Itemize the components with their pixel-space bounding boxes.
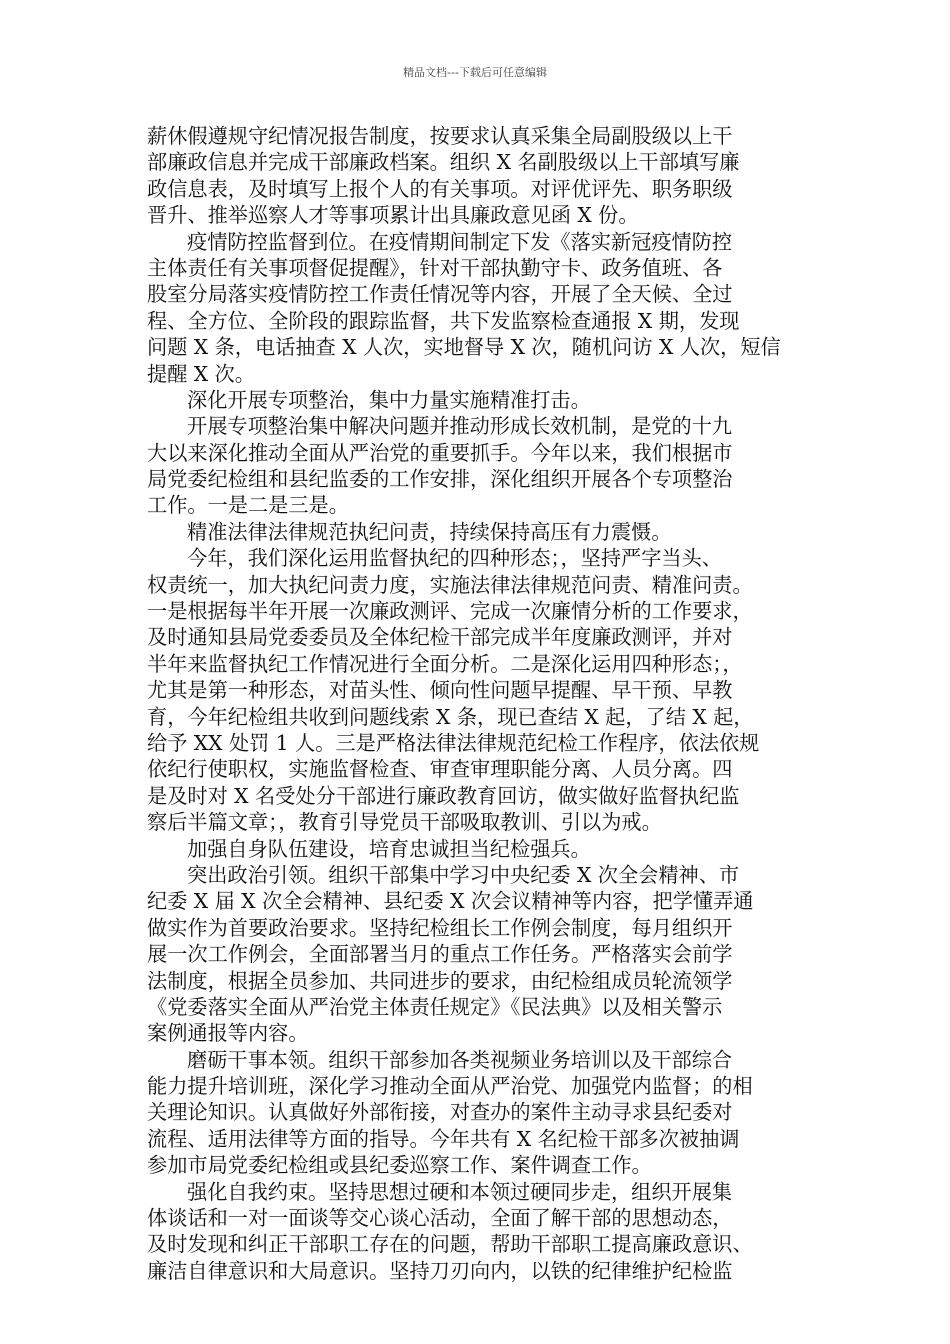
section-heading: 精准法律法律规范执纪问责，持续保持高压有力震慑。 <box>187 519 672 544</box>
text-line: 程、全方位、全阶段的跟踪监督，共下发监察检查通报 X 期，发现 <box>147 308 740 333</box>
text-line: 主体责任有关事项督促提醒》，针对干部执勤守卡、政务值班、各 <box>147 255 723 280</box>
text-line: 体谈话和一对一面谈等交心谈心活动，全面了解干部的思想动态， <box>147 1206 733 1231</box>
text-line: 参加市局党委纪检组或县纪委巡察工作、案件调查工作。 <box>147 1153 652 1178</box>
paragraph-start-line: 强化自我约束。坚持思想过硬和本领过硬同步走，组织开展集 <box>187 1179 733 1204</box>
text-line: 育，今年纪检组共收到问题线索 X 条，现已查结 X 起，了结 X 起， <box>147 704 754 729</box>
text-line: 关理论知识。认真做好外部衔接，对查办的案件主动寻求县纪委对 <box>147 1100 733 1125</box>
text-line: 政信息表，及时填写上报个人的有关事项。对评优评先、职务职级 <box>147 176 733 201</box>
text-line: 纪委 X 届 X 次全会精神、县纪委 X 次会议精神等内容，把学懂弄通 <box>147 889 754 914</box>
text-line: 廉洁自律意识和大局意识。坚持刀刃向内，以铁的纪律维护纪检监 <box>147 1258 733 1283</box>
text-line: 薪休假遵规守纪情况报告制度，按要求认真采集全局副股级以上干 <box>147 124 733 148</box>
text-line: 部廉政信息并完成干部廉政档案。组织 X 名副股级以上干部填写廉 <box>147 150 740 175</box>
paragraph-start-line: 今年，我们深化运用监督执纪的四种形态；，坚持严字当头、 <box>187 546 722 571</box>
text-line: 工作。一是二是三是。 <box>147 493 349 518</box>
text-line: 尤其是第一种形态，对苗头性、倾向性问题早提醒、早干预、早教 <box>147 678 733 703</box>
paragraph-start-line: 突出政治引领。组织干部集中学习中央纪委 X 次全会精神、市 <box>187 862 740 887</box>
text-line: 依纪行使职权，实施监督检查、审查审理职能分离、人员分离。四 <box>147 757 733 782</box>
text-line: 流程、适用法律等方面的指导。今年共有 X 名纪检干部多次被抽调 <box>147 1126 740 1151</box>
page-header: 精品文档---下载后可任意编辑 <box>403 66 547 79</box>
text-line: 权责统一，加大执纪问责力度，实施法律法律规范问责、精准问责。 <box>147 572 753 597</box>
section-heading: 深化开展专项整治，集中力量实施精准打击。 <box>187 387 591 412</box>
document-body <box>147 123 807 1284</box>
text-line: 察后半篇文章；，教育引导党员干部吸取教训、引以为戒。 <box>147 810 662 835</box>
text-line: 法制度，根据全员参加、共同进步的要求，由纪检组成员轮流领学 <box>147 968 733 993</box>
text-line: 提醒 X 次。 <box>147 361 255 386</box>
text-line: 及时通知县局党委委员及全体纪检干部完成半年度廉政测评，并对 <box>147 625 733 650</box>
paragraph-start-line: 疫情防控监督到位。在疫情期间制定下发《落实新冠疫情防控 <box>187 229 733 254</box>
text-line: 晋升、推举巡察人才等事项累计出具廉政意见函 X 份。 <box>147 203 639 228</box>
text-line: 给予 XX 处罚 1 人。三是严格法律法律规范纪检工作程序，依法依规 <box>147 730 760 755</box>
text-line: 半年来监督执纪工作情况进行全面分析。二是深化运用四种形态；， <box>147 651 743 676</box>
text-line: 是及时对 X 名受处分干部进行廉政教育回访，做实做好监督执纪监 <box>147 783 740 808</box>
text-line: 案例通报等内容。 <box>147 1021 309 1046</box>
text-line: 展一次工作例会，全面部署当月的重点工作任务。严格落实会前学 <box>147 942 733 967</box>
text-line: 《党委落实全面从严治党主体责任规定》《民法典》以及相关警示 <box>147 994 723 1019</box>
text-line: 局党委纪检组和县纪监委的工作安排，深化组织开展各个专项整治 <box>147 467 733 492</box>
paragraph-start-line: 开展专项整治集中解决问题并推动形成长效机制，是党的十九 <box>187 414 733 439</box>
text-line: 做实作为首要政治要求。坚持纪检组长工作例会制度，每月组织开 <box>147 915 733 940</box>
text-line: 大以来深化推动全面从严治党的重要抓手。今年以来，我们根据市 <box>147 440 733 465</box>
paragraph-start-line: 磨砺干事本领。组织干部参加各类视频业务培训以及干部综合 <box>187 1047 733 1072</box>
text-line: 能力提升培训班，深化学习推动全面从严治党、加强党内监督；的相 <box>147 1074 753 1099</box>
text-line: 一是根据每半年开展一次廉政测评、完成一次廉情分析的工作要求， <box>147 599 753 624</box>
text-line: 问题 X 条，电话抽查 X 人次，实地督导 X 次，随机问访 X 人次，短信 <box>147 335 781 360</box>
text-line: 股室分局落实疫情防控工作责任情况等内容，开展了全天候、全过 <box>147 282 733 307</box>
text-line: 及时发现和纠正干部职工存在的问题，帮助干部职工提高廉政意识、 <box>147 1232 753 1257</box>
section-heading: 加强自身队伍建设，培育忠诚担当纪检强兵。 <box>187 836 591 861</box>
